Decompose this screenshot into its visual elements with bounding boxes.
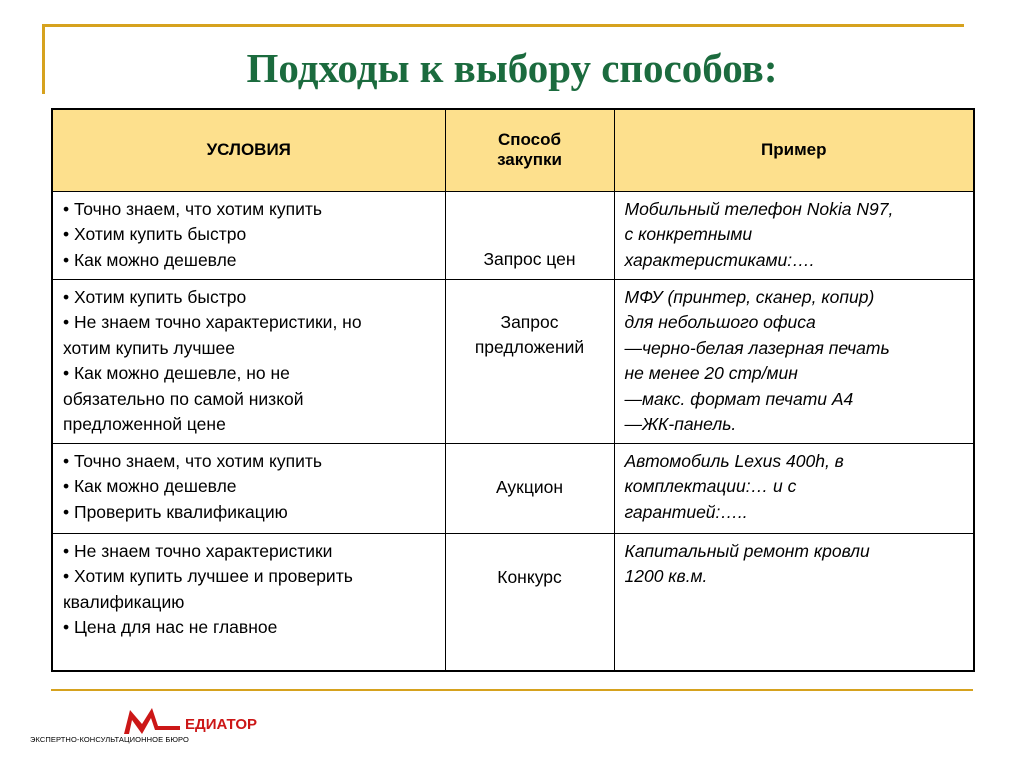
method-cell bbox=[445, 533, 614, 671]
header-method bbox=[445, 109, 614, 191]
example-line: Капитальный ремонт кровли bbox=[624, 540, 870, 561]
example-line: для небольшого офиса bbox=[624, 312, 816, 332]
condition-line: квалификацию bbox=[63, 591, 185, 612]
header-example: Пример bbox=[614, 109, 974, 191]
table-row bbox=[52, 279, 974, 443]
method-cell bbox=[445, 279, 614, 443]
example-line: МФУ (принтер, сканер, копир) bbox=[624, 286, 875, 307]
condition-line: • Не знаем точно характеристики, но bbox=[63, 312, 362, 332]
condition-line: • Хотим купить быстро bbox=[63, 224, 247, 244]
conditions-cell bbox=[52, 279, 445, 443]
condition-line: • Точно знаем, что хотим купить bbox=[63, 198, 323, 219]
method-label: Запрос цен bbox=[483, 249, 576, 269]
logo-name: ЕДИАТОР bbox=[185, 716, 258, 733]
method-cell bbox=[445, 191, 614, 279]
method-label: предложений bbox=[474, 337, 585, 357]
condition-line: • Не знаем точно характеристики bbox=[63, 540, 333, 561]
condition-line: • Цена для нас не главное bbox=[63, 617, 278, 637]
condition-line: предложенной цене bbox=[63, 414, 226, 434]
mediator-logo-icon bbox=[122, 706, 184, 736]
condition-line: хотим купить лучшее bbox=[63, 337, 236, 358]
example-cell bbox=[614, 279, 974, 443]
example-line: не менее 20 стр/мин bbox=[624, 363, 798, 383]
example-line: характеристиками:…. bbox=[624, 249, 815, 270]
example-cell bbox=[614, 533, 974, 671]
bottom-rule bbox=[51, 689, 973, 691]
example-line: —макс. формат печати А4 bbox=[624, 388, 854, 409]
condition-line: • Точно знаем, что хотим купить bbox=[63, 450, 323, 471]
header-conditions: УСЛОВИЯ bbox=[52, 109, 445, 191]
method-label: Конкурс bbox=[497, 566, 562, 587]
method-cell bbox=[445, 443, 614, 533]
header-method-line1: Способ bbox=[497, 130, 562, 150]
condition-line: • Хотим купить лучшее и проверить bbox=[63, 566, 353, 586]
table-row bbox=[52, 191, 974, 279]
method-label: Аукцион bbox=[495, 477, 564, 498]
condition-line: • Как можно дешевле bbox=[63, 476, 237, 496]
condition-line: • Как можно дешевле bbox=[63, 249, 237, 270]
conditions-cell bbox=[52, 191, 445, 279]
table-row bbox=[52, 443, 974, 533]
procurement-methods-table bbox=[51, 108, 975, 672]
example-cell bbox=[614, 443, 974, 533]
example-line: —черно-белая лазерная печать bbox=[624, 337, 890, 358]
condition-line: • Проверить квалификацию bbox=[63, 501, 288, 522]
header-method-line2: закупки bbox=[497, 150, 562, 170]
condition-line: обязательно по самой низкой bbox=[63, 388, 304, 409]
logo-tagline: ЭКСПЕРТНО-КОНСУЛЬТАЦИОННОЕ БЮРО bbox=[30, 735, 189, 744]
example-line: —ЖК-панель. bbox=[624, 414, 737, 434]
example-line: гарантией:….. bbox=[624, 501, 748, 522]
example-line: 1200 кв.м. bbox=[624, 566, 708, 586]
example-line: Мобильный телефон Nokia N97, bbox=[624, 198, 894, 219]
slide-title: Подходы к выбору способов: bbox=[246, 45, 778, 91]
example-line: Автомобиль Lexus 400h, в bbox=[624, 450, 844, 471]
conditions-cell bbox=[52, 443, 445, 533]
example-line: комплектации:… и с bbox=[624, 476, 797, 496]
mediator-logo bbox=[30, 706, 270, 750]
method-label: Запрос bbox=[500, 311, 559, 332]
table-header-row bbox=[52, 109, 974, 191]
frame-top-rule bbox=[42, 24, 964, 27]
table-row bbox=[52, 533, 974, 671]
example-cell bbox=[614, 191, 974, 279]
condition-line: • Хотим купить быстро bbox=[63, 286, 247, 307]
conditions-cell bbox=[52, 533, 445, 671]
example-line: с конкретными bbox=[624, 224, 753, 244]
condition-line: • Как можно дешевле, но не bbox=[63, 363, 290, 383]
